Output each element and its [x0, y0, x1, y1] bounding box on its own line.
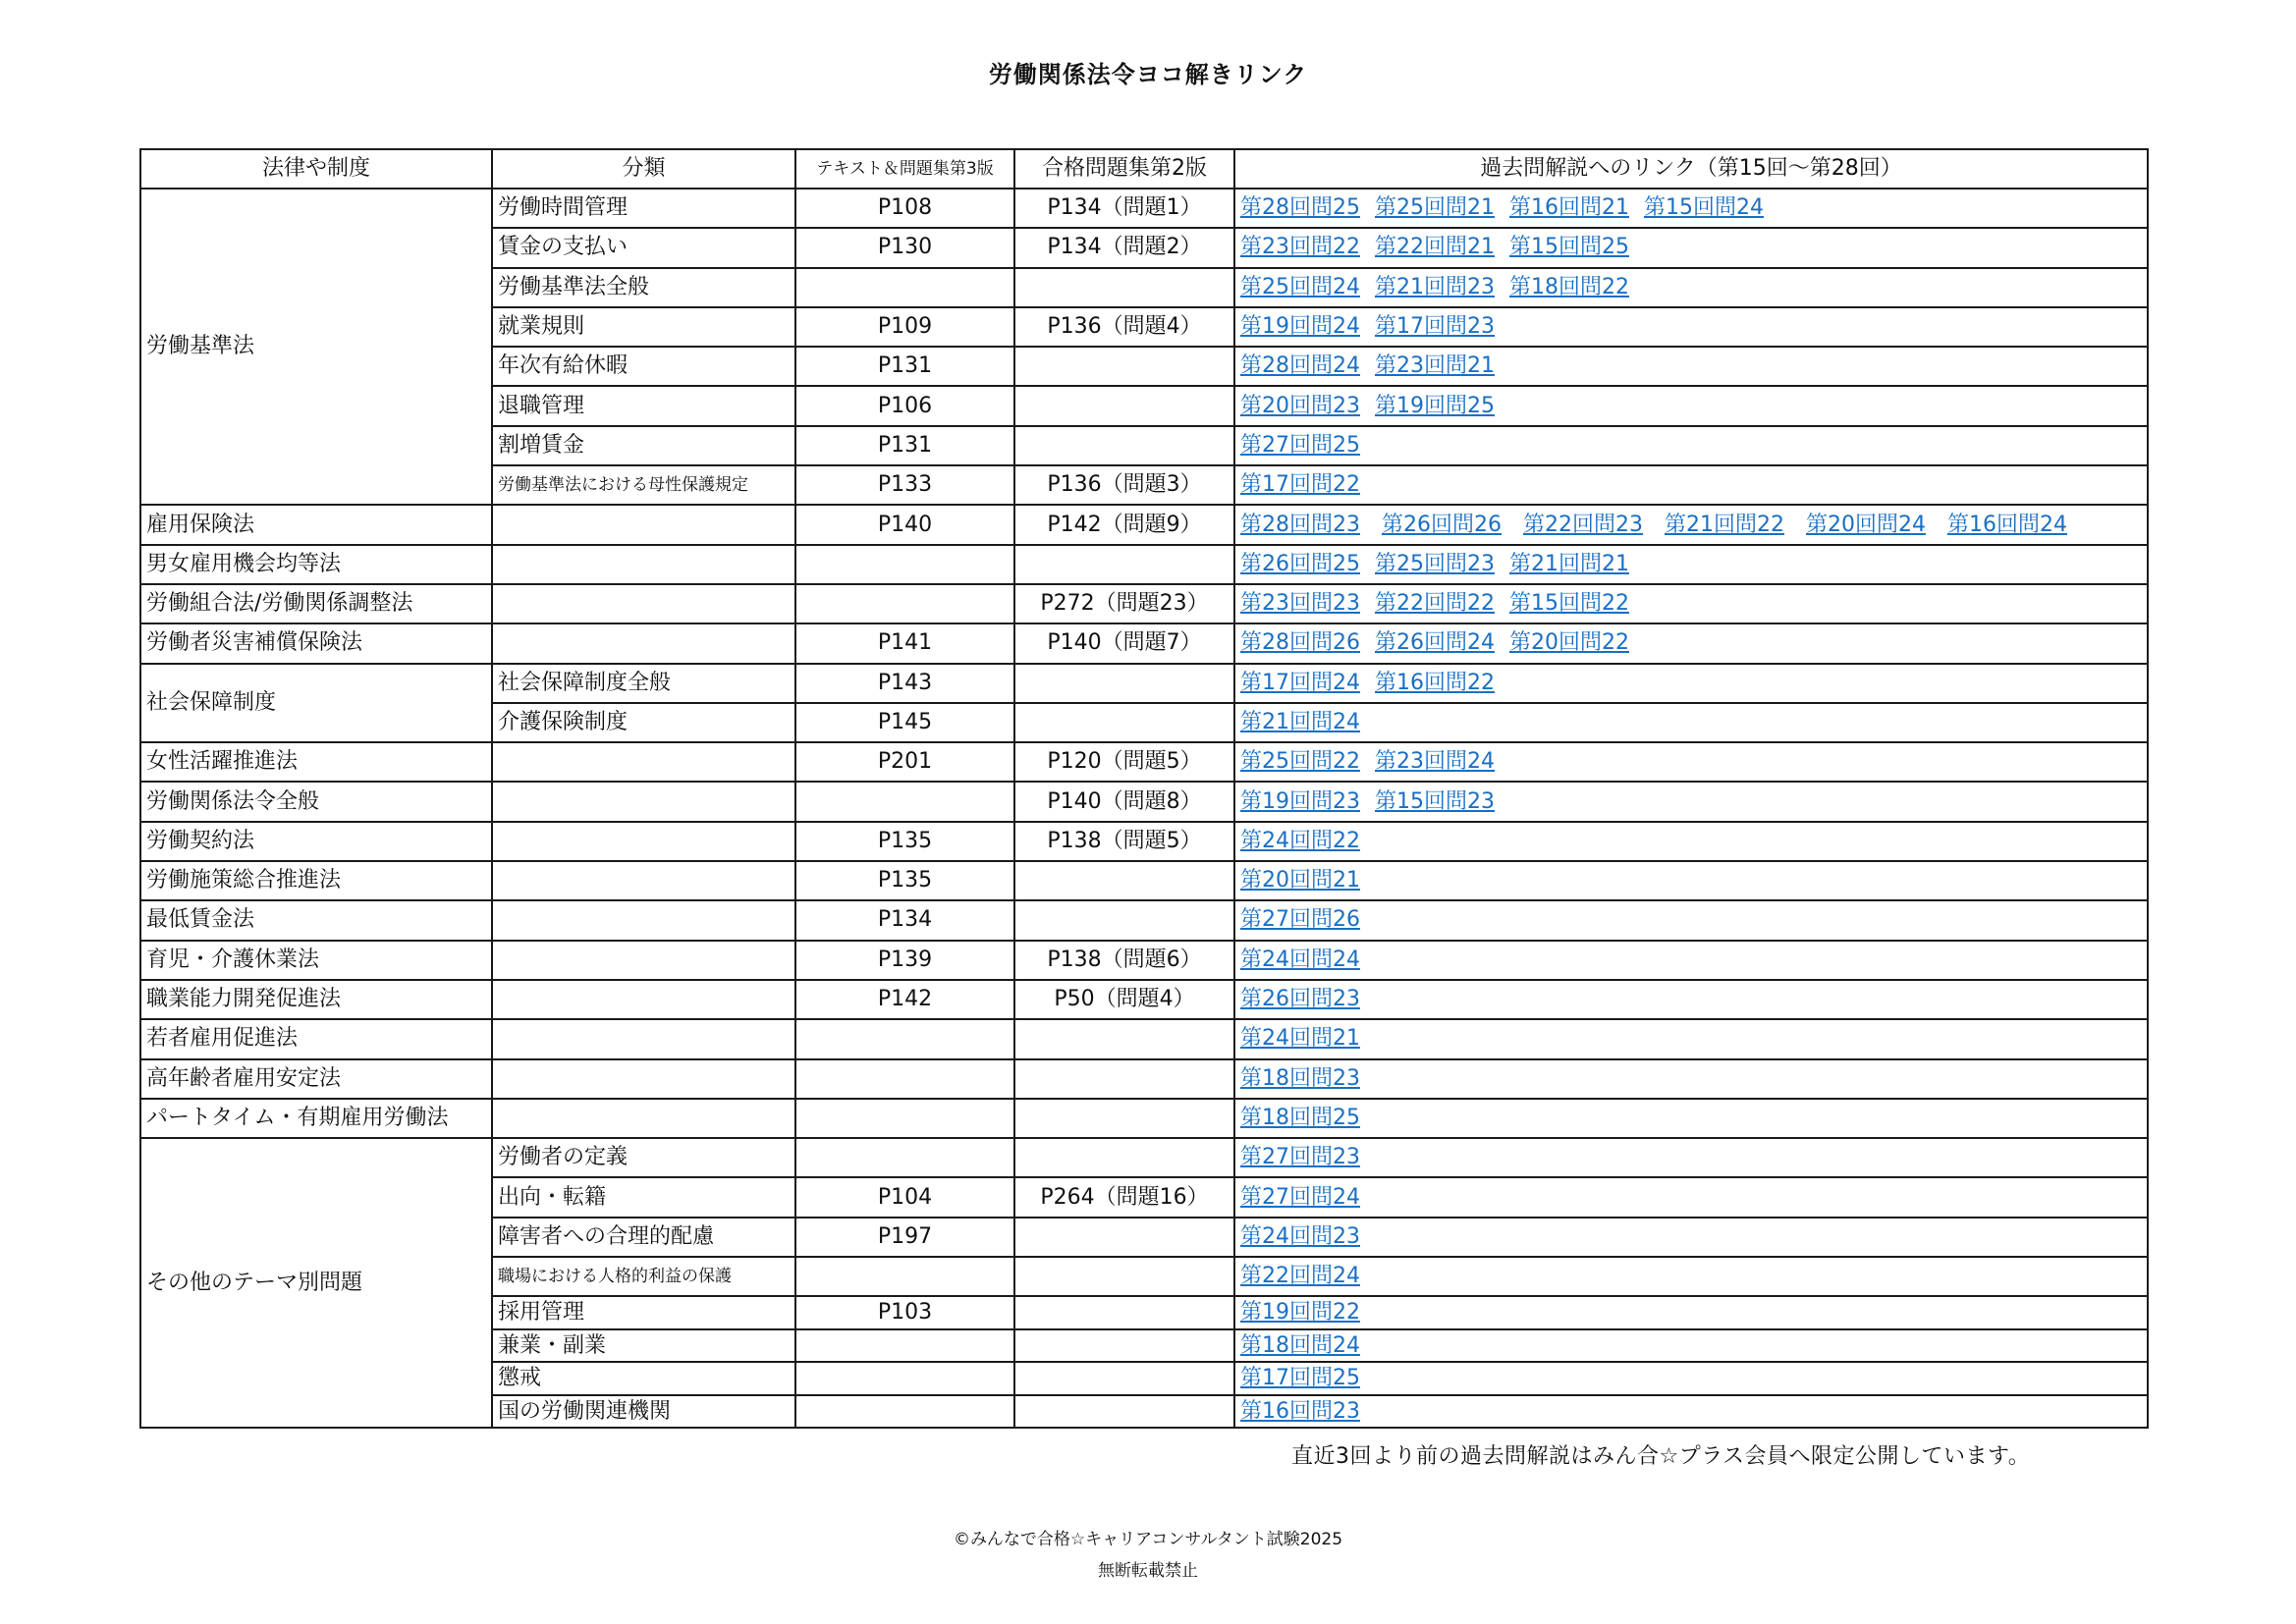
workbook-page-cell	[1014, 1059, 1234, 1099]
past-question-link[interactable]: 第21回問23	[1375, 274, 1495, 299]
textbook-page-cell: P139	[795, 941, 1014, 980]
textbook-page-cell: P131	[795, 347, 1014, 386]
past-question-link[interactable]: 第28回問25	[1240, 195, 1360, 221]
past-question-link[interactable]: 第21回問22	[1665, 512, 1784, 537]
links-cell	[1234, 1296, 2148, 1329]
law-cell: 労働基準法	[140, 189, 492, 505]
textbook-page-cell	[795, 1019, 1014, 1058]
category-cell: 賃金の支払い	[492, 228, 795, 267]
member-note: 直近3回より前の過去問解説はみん合☆プラス会員へ限定公開しています。	[1291, 1444, 2031, 1469]
category-cell: 労働者の定義	[492, 1138, 795, 1177]
workbook-page-cell	[1014, 347, 1234, 386]
textbook-page-cell: P135	[795, 822, 1014, 861]
textbook-page-cell: P104	[795, 1177, 1014, 1217]
table-row	[140, 623, 2148, 663]
workbook-page-cell: P138（問題5）	[1014, 822, 1234, 861]
textbook-page-cell	[795, 545, 1014, 584]
table-row	[140, 980, 2148, 1019]
past-question-link[interactable]: 第15回問23	[1375, 788, 1495, 814]
law-cell: 雇用保険法	[140, 505, 492, 544]
category-cell	[492, 505, 795, 544]
links-cell	[1234, 386, 2148, 425]
past-question-link[interactable]: 第25回問21	[1375, 195, 1495, 221]
past-question-link[interactable]: 第24回問21	[1240, 1026, 1360, 1052]
law-cell: 労働関係法令全般	[140, 782, 492, 821]
category-cell	[492, 1099, 795, 1138]
table-row	[140, 545, 2148, 584]
textbook-page-cell: P142	[795, 980, 1014, 1019]
copyright-text: ©みんなで合格☆キャリアコンサルタント試験2025	[953, 1530, 1343, 1549]
table-row	[140, 900, 2148, 940]
workbook-page-cell	[1014, 268, 1234, 307]
workbook-page-cell	[1014, 1138, 1234, 1177]
workbook-page-cell: P138（問題6）	[1014, 941, 1234, 980]
past-question-link[interactable]: 第25回問24	[1240, 274, 1360, 299]
category-cell: 労働時間管理	[492, 189, 795, 228]
workbook-page-cell	[1014, 1395, 1234, 1429]
table-row	[140, 1138, 2148, 1177]
textbook-page-cell	[795, 782, 1014, 821]
category-cell	[492, 545, 795, 584]
workbook-page-cell	[1014, 900, 1234, 940]
past-question-link[interactable]: 第22回問21	[1375, 235, 1495, 260]
past-question-link[interactable]: 第24回問24	[1240, 947, 1360, 972]
past-question-link[interactable]: 第17回問24	[1240, 670, 1360, 695]
links-cell	[1234, 465, 2148, 505]
category-cell	[492, 623, 795, 663]
table-header-row	[140, 149, 2148, 189]
law-cell: 女性活躍推進法	[140, 742, 492, 782]
textbook-page-cell	[795, 1329, 1014, 1363]
textbook-page-cell	[795, 1395, 1014, 1429]
past-question-link[interactable]: 第27回問25	[1240, 432, 1360, 458]
textbook-page-cell	[795, 1257, 1014, 1296]
workbook-page-cell	[1014, 1329, 1234, 1363]
category-cell: 出向・転籍	[492, 1177, 795, 1217]
category-cell: 障害者への合理的配慮	[492, 1218, 795, 1257]
past-question-link[interactable]: 第28回問23	[1240, 512, 1360, 537]
header-textbook: テキスト＆問題集第3版	[795, 149, 1014, 189]
past-question-link[interactable]: 第22回問22	[1375, 591, 1495, 617]
links-cell	[1234, 307, 2148, 347]
law-link-table	[139, 148, 2149, 1429]
links-cell	[1234, 268, 2148, 307]
category-cell	[492, 941, 795, 980]
past-question-link[interactable]: 第17回問25	[1240, 1366, 1360, 1391]
past-question-link[interactable]: 第26回問25	[1240, 551, 1360, 576]
workbook-page-cell	[1014, 386, 1234, 425]
page-title: 労働関係法令ヨコ解きリンク	[988, 61, 1308, 88]
links-cell	[1234, 228, 2148, 267]
past-question-link[interactable]: 第26回問24	[1375, 630, 1495, 656]
no-reprint-notice: 無断転載禁止	[1098, 1561, 1198, 1581]
workbook-page-cell: P264（問題16）	[1014, 1177, 1234, 1217]
links-cell	[1234, 1257, 2148, 1296]
links-cell	[1234, 822, 2148, 861]
past-question-link[interactable]: 第23回問21	[1375, 353, 1495, 379]
textbook-page-cell	[795, 268, 1014, 307]
header-workbook: 合格問題集第2版	[1014, 149, 1234, 189]
workbook-page-cell: P140（問題8）	[1014, 782, 1234, 821]
category-cell: 労働基準法における母性保護規定	[492, 465, 795, 505]
textbook-page-cell: P145	[795, 703, 1014, 742]
category-cell: 採用管理	[492, 1296, 795, 1329]
past-question-link[interactable]: 第18回問23	[1240, 1065, 1360, 1091]
textbook-page-cell: P135	[795, 861, 1014, 900]
links-cell	[1234, 1019, 2148, 1058]
past-question-link[interactable]: 第21回問21	[1509, 551, 1629, 576]
past-question-link[interactable]: 第27回問26	[1240, 907, 1360, 933]
category-cell	[492, 861, 795, 900]
links-cell	[1234, 861, 2148, 900]
links-cell	[1234, 900, 2148, 940]
links-cell	[1234, 623, 2148, 663]
table-row	[140, 742, 2148, 782]
table-row	[140, 822, 2148, 861]
textbook-page-cell	[795, 1059, 1014, 1099]
links-cell	[1234, 1177, 2148, 1217]
textbook-page-cell	[795, 1362, 1014, 1395]
law-cell: 高年齢者雇用安定法	[140, 1059, 492, 1099]
workbook-page-cell: P120（問題5）	[1014, 742, 1234, 782]
workbook-page-cell: P50（問題4）	[1014, 980, 1234, 1019]
category-cell: 社会保障制度全般	[492, 664, 795, 703]
past-question-link[interactable]: 第26回問26	[1382, 512, 1502, 537]
category-cell	[492, 742, 795, 782]
category-cell: 職場における人格的利益の保護	[492, 1257, 795, 1296]
past-question-link[interactable]: 第17回問23	[1375, 314, 1495, 340]
law-cell: 労働契約法	[140, 822, 492, 861]
past-question-link[interactable]: 第23回問23	[1240, 591, 1360, 617]
past-question-link[interactable]: 第25回問23	[1375, 551, 1495, 576]
category-cell: 割増賃金	[492, 426, 795, 465]
category-cell	[492, 980, 795, 1019]
links-cell	[1234, 1059, 2148, 1099]
links-cell	[1234, 742, 2148, 782]
past-question-link[interactable]: 第20回問22	[1509, 630, 1629, 656]
workbook-page-cell	[1014, 1296, 1234, 1329]
past-question-link[interactable]: 第20回問21	[1240, 868, 1360, 893]
workbook-page-cell	[1014, 1257, 1234, 1296]
past-question-link[interactable]: 第15回問22	[1509, 591, 1629, 617]
header-law: 法律や制度	[140, 149, 492, 189]
links-cell	[1234, 189, 2148, 228]
links-cell	[1234, 426, 2148, 465]
past-question-link[interactable]: 第15回問25	[1509, 235, 1629, 260]
textbook-page-cell: P197	[795, 1218, 1014, 1257]
table-row	[140, 782, 2148, 821]
category-cell: 年次有給休暇	[492, 347, 795, 386]
category-cell: 就業規則	[492, 307, 795, 347]
table-row	[140, 189, 2148, 228]
law-cell: その他のテーマ別問題	[140, 1138, 492, 1428]
header-links: 過去問解説へのリンク（第15回～第28回）	[1234, 149, 2148, 189]
law-cell: パートタイム・有期雇用労働法	[140, 1099, 492, 1138]
links-cell	[1234, 664, 2148, 703]
past-question-link[interactable]: 第22回問24	[1240, 1264, 1360, 1289]
links-cell	[1234, 1362, 2148, 1395]
workbook-page-cell: P140（問題7）	[1014, 623, 1234, 663]
past-question-link[interactable]: 第27回問23	[1240, 1145, 1360, 1170]
past-question-link[interactable]: 第23回問22	[1240, 235, 1360, 260]
category-cell: 介護保険制度	[492, 703, 795, 742]
textbook-page-cell	[795, 1138, 1014, 1177]
past-question-link[interactable]: 第18回問24	[1240, 1332, 1360, 1358]
past-question-link[interactable]: 第20回問24	[1806, 512, 1926, 537]
workbook-page-cell	[1014, 1218, 1234, 1257]
workbook-page-cell	[1014, 1362, 1234, 1395]
past-question-link[interactable]: 第24回問22	[1240, 828, 1360, 853]
workbook-page-cell	[1014, 861, 1234, 900]
law-cell: 労働施策総合推進法	[140, 861, 492, 900]
law-cell: 労働者災害補償保険法	[140, 623, 492, 663]
past-question-link[interactable]: 第19回問22	[1240, 1300, 1360, 1326]
past-question-link[interactable]: 第19回問25	[1375, 393, 1495, 418]
category-cell	[492, 782, 795, 821]
links-cell	[1234, 703, 2148, 742]
workbook-page-cell	[1014, 1019, 1234, 1058]
links-cell	[1234, 505, 2148, 544]
past-question-link[interactable]: 第28回問26	[1240, 630, 1360, 656]
workbook-page-cell: P134（問題1）	[1014, 189, 1234, 228]
workbook-page-cell: P272（問題23）	[1014, 584, 1234, 623]
workbook-page-cell	[1014, 664, 1234, 703]
workbook-page-cell: P136（問題4）	[1014, 307, 1234, 347]
links-cell	[1234, 1395, 2148, 1429]
past-question-link[interactable]: 第21回問24	[1240, 710, 1360, 734]
law-cell: 労働組合法/労働関係調整法	[140, 584, 492, 623]
workbook-page-cell: P136（問題3）	[1014, 465, 1234, 505]
past-question-link[interactable]: 第28回問24	[1240, 353, 1360, 379]
table-row	[140, 941, 2148, 980]
category-cell: 懲戒	[492, 1362, 795, 1395]
links-cell	[1234, 980, 2148, 1019]
workbook-page-cell	[1014, 545, 1234, 584]
past-question-link[interactable]: 第25回問22	[1240, 749, 1360, 775]
workbook-page-cell: P134（問題2）	[1014, 228, 1234, 267]
links-cell	[1234, 782, 2148, 821]
past-question-link[interactable]: 第26回問23	[1240, 987, 1360, 1012]
links-cell	[1234, 347, 2148, 386]
past-question-link[interactable]: 第19回問23	[1240, 788, 1360, 814]
textbook-page-cell: P141	[795, 623, 1014, 663]
textbook-page-cell: P131	[795, 426, 1014, 465]
links-cell	[1234, 545, 2148, 584]
textbook-page-cell	[795, 1099, 1014, 1138]
textbook-page-cell: P143	[795, 664, 1014, 703]
textbook-page-cell: P133	[795, 465, 1014, 505]
past-question-link[interactable]: 第27回問24	[1240, 1184, 1360, 1210]
past-question-link[interactable]: 第23回問24	[1375, 749, 1495, 775]
textbook-page-cell: P201	[795, 742, 1014, 782]
category-cell: 労働基準法全般	[492, 268, 795, 307]
workbook-page-cell: P142（問題9）	[1014, 505, 1234, 544]
past-question-link[interactable]: 第16回問21	[1509, 195, 1629, 221]
category-cell	[492, 822, 795, 861]
links-cell	[1234, 1218, 2148, 1257]
table-row	[140, 505, 2148, 544]
law-cell: 職業能力開発促進法	[140, 980, 492, 1019]
category-cell: 国の労働関連機関	[492, 1395, 795, 1429]
textbook-page-cell: P103	[795, 1296, 1014, 1329]
textbook-page-cell: P109	[795, 307, 1014, 347]
category-cell	[492, 1059, 795, 1099]
links-cell	[1234, 1099, 2148, 1138]
textbook-page-cell: P130	[795, 228, 1014, 267]
workbook-page-cell	[1014, 1099, 1234, 1138]
workbook-page-cell	[1014, 426, 1234, 465]
law-cell: 最低賃金法	[140, 900, 492, 940]
category-cell	[492, 584, 795, 623]
past-question-link[interactable]: 第19回問24	[1240, 314, 1360, 340]
header-category: 分類	[492, 149, 795, 189]
textbook-page-cell: P134	[795, 900, 1014, 940]
table-row	[140, 1059, 2148, 1099]
textbook-page-cell	[795, 584, 1014, 623]
table-row	[140, 861, 2148, 900]
past-question-link[interactable]: 第16回問22	[1375, 670, 1495, 695]
textbook-page-cell: P108	[795, 189, 1014, 228]
past-question-link[interactable]: 第17回問22	[1240, 472, 1360, 498]
past-question-link[interactable]: 第15回問24	[1644, 195, 1764, 221]
law-cell: 男女雇用機会均等法	[140, 545, 492, 584]
links-cell	[1234, 1138, 2148, 1177]
law-cell: 若者雇用促進法	[140, 1019, 492, 1058]
category-cell: 兼業・副業	[492, 1329, 795, 1363]
law-cell: 社会保障制度	[140, 664, 492, 743]
category-cell: 退職管理	[492, 386, 795, 425]
links-cell	[1234, 584, 2148, 623]
table-row	[140, 1099, 2148, 1138]
textbook-page-cell: P106	[795, 386, 1014, 425]
past-question-link[interactable]: 第22回問23	[1523, 512, 1643, 537]
past-question-link[interactable]: 第16回問24	[1947, 512, 2067, 537]
table-row	[140, 584, 2148, 623]
past-question-link[interactable]: 第24回問23	[1240, 1223, 1360, 1249]
table-row	[140, 1019, 2148, 1058]
category-cell	[492, 1019, 795, 1058]
law-cell: 育児・介護休業法	[140, 941, 492, 980]
textbook-page-cell: P140	[795, 505, 1014, 544]
past-question-link[interactable]: 第18回問25	[1240, 1105, 1360, 1130]
links-cell	[1234, 1329, 2148, 1363]
table-row	[140, 664, 2148, 703]
category-cell	[492, 900, 795, 940]
past-question-link[interactable]: 第18回問22	[1509, 274, 1629, 299]
past-question-link[interactable]: 第16回問23	[1240, 1398, 1360, 1424]
links-cell	[1234, 941, 2148, 980]
workbook-page-cell	[1014, 703, 1234, 742]
past-question-link[interactable]: 第20回問23	[1240, 393, 1360, 418]
